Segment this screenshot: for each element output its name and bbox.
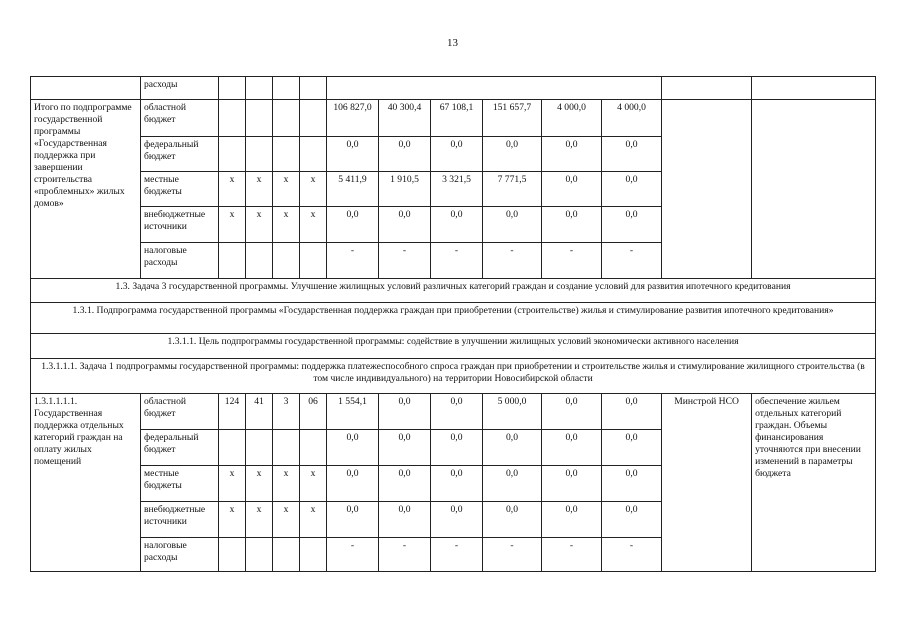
code-cell: x xyxy=(300,207,327,243)
value-cell: 0,0 xyxy=(379,466,431,502)
code-cell: 06 xyxy=(300,394,327,430)
value-cell: 106 827,0 xyxy=(327,100,379,137)
value-cell: - xyxy=(327,243,379,279)
value-cell: 3 321,5 xyxy=(431,172,483,207)
result-cell: обеспечение жильем отдельных категорий граждан. Объемы финансирования уточняются при внесении изменений в параметры бюджета xyxy=(752,394,876,572)
value-cell: 0,0 xyxy=(542,466,602,502)
value-cell: - xyxy=(542,538,602,572)
table-row xyxy=(31,77,876,100)
value-cell: - xyxy=(483,538,542,572)
value-cell: 0,0 xyxy=(327,502,379,538)
value-cell: 0,0 xyxy=(379,502,431,538)
section-heading: 1.3.1. Подпрограмма государственной программы «Государственная поддержка граждан при приобретении (строительстве) жилья и стимулирование развития ипотечного кредитования» xyxy=(31,303,876,334)
code-cell: x xyxy=(246,172,273,207)
value-cell: 0,0 xyxy=(483,207,542,243)
value-cell: 40 300,4 xyxy=(379,100,431,137)
funding-source: налоговые расходы xyxy=(141,243,219,279)
value-cell: - xyxy=(327,538,379,572)
value-cell: 0,0 xyxy=(483,430,542,466)
code-cell: x xyxy=(273,207,300,243)
value-cell: 0,0 xyxy=(379,394,431,430)
funding-source: внебюджетные источники xyxy=(141,502,219,538)
funding-source: внебюджетные источники xyxy=(141,207,219,243)
value-cell: 0,0 xyxy=(542,207,602,243)
code-cell: x xyxy=(219,466,246,502)
code-cell: x xyxy=(273,172,300,207)
value-cell: 0,0 xyxy=(327,430,379,466)
value-cell: 0,0 xyxy=(602,172,662,207)
code-cell: x xyxy=(246,502,273,538)
value-cell: 151 657,7 xyxy=(483,100,542,137)
code-cell: x xyxy=(219,207,246,243)
value-cell: - xyxy=(483,243,542,279)
value-cell: 0,0 xyxy=(431,466,483,502)
code-cell: 3 xyxy=(273,394,300,430)
code-cell xyxy=(300,137,327,172)
value-cell: 0,0 xyxy=(327,207,379,243)
value-cell: 0,0 xyxy=(602,502,662,538)
value-cell: 67 108,1 xyxy=(431,100,483,137)
value-cell xyxy=(327,77,662,100)
code-cell xyxy=(246,77,273,100)
value-cell: 0,0 xyxy=(602,137,662,172)
value-cell: 5 000,0 xyxy=(483,394,542,430)
funding-source: налоговые расходы xyxy=(141,538,219,572)
code-cell: x xyxy=(273,502,300,538)
value-cell: 4 000,0 xyxy=(602,100,662,137)
code-cell xyxy=(273,243,300,279)
code-cell xyxy=(246,430,273,466)
value-cell: - xyxy=(542,243,602,279)
code-cell xyxy=(300,77,327,100)
funding-source: областной бюджет xyxy=(141,100,219,137)
funding-source: расходы xyxy=(141,77,219,100)
executor-cell: Минстрой НСО xyxy=(662,394,752,572)
code-cell xyxy=(300,243,327,279)
value-cell: - xyxy=(379,243,431,279)
code-cell xyxy=(219,243,246,279)
page-number: 13 xyxy=(447,37,458,49)
value-cell: 0,0 xyxy=(379,207,431,243)
value-cell: - xyxy=(431,538,483,572)
result-cell xyxy=(752,77,876,100)
code-cell xyxy=(219,100,246,137)
value-cell: 0,0 xyxy=(483,466,542,502)
code-cell xyxy=(273,100,300,137)
code-cell xyxy=(246,137,273,172)
code-cell xyxy=(273,137,300,172)
value-cell: 0,0 xyxy=(602,430,662,466)
section-heading: 1.3. Задача 3 государственной программы. Улучшение жилищных условий различных категорий граждан и создание условий для развития ипотечного кредитования xyxy=(31,279,876,303)
code-cell: x xyxy=(219,502,246,538)
value-cell: - xyxy=(379,538,431,572)
funding-source: местные бюджеты xyxy=(141,466,219,502)
value-cell: 0,0 xyxy=(327,466,379,502)
value-cell: 7 771,5 xyxy=(483,172,542,207)
value-cell: - xyxy=(602,243,662,279)
code-cell xyxy=(219,137,246,172)
code-cell: x xyxy=(246,207,273,243)
value-cell: 0,0 xyxy=(327,137,379,172)
code-cell xyxy=(246,100,273,137)
table-row xyxy=(31,279,876,303)
value-cell: 0,0 xyxy=(431,430,483,466)
value-cell: 4 000,0 xyxy=(542,100,602,137)
funding-source: федеральный бюджет xyxy=(141,430,219,466)
table-row xyxy=(31,334,876,359)
code-cell xyxy=(246,243,273,279)
program-table xyxy=(30,76,876,572)
code-cell xyxy=(219,538,246,572)
code-cell xyxy=(219,430,246,466)
value-cell: 5 411,9 xyxy=(327,172,379,207)
code-cell xyxy=(300,538,327,572)
value-cell: 0,0 xyxy=(542,394,602,430)
code-cell: x xyxy=(300,172,327,207)
value-cell: 0,0 xyxy=(379,137,431,172)
row-label: 1.3.1.1.1.1. Государственная поддержка отдельных категорий граждан на оплату жилых помещений xyxy=(31,394,141,572)
executor-cell xyxy=(662,77,752,100)
code-cell xyxy=(273,538,300,572)
code-cell xyxy=(246,538,273,572)
value-cell: 0,0 xyxy=(483,137,542,172)
funding-source: федеральный бюджет xyxy=(141,137,219,172)
row-label xyxy=(31,77,141,100)
code-cell: 41 xyxy=(246,394,273,430)
value-cell: 0,0 xyxy=(602,394,662,430)
code-cell xyxy=(300,430,327,466)
value-cell: 0,0 xyxy=(431,207,483,243)
code-cell: x xyxy=(219,172,246,207)
funding-source: местные бюджеты xyxy=(141,172,219,207)
value-cell: - xyxy=(602,538,662,572)
code-cell: x xyxy=(246,466,273,502)
code-cell xyxy=(300,100,327,137)
code-cell: 124 xyxy=(219,394,246,430)
value-cell: 0,0 xyxy=(542,137,602,172)
row-label: Итого по подпрограмме государственной программы «Государственная поддержка при завершении строительства «проблемных» жилых домов» xyxy=(31,100,141,279)
value-cell: 0,0 xyxy=(542,430,602,466)
executor-cell xyxy=(662,100,752,279)
table-row xyxy=(31,359,876,394)
funding-source: областной бюджет xyxy=(141,394,219,430)
code-cell: x xyxy=(273,466,300,502)
value-cell: 0,0 xyxy=(431,137,483,172)
value-cell: 1 554,1 xyxy=(327,394,379,430)
value-cell: 0,0 xyxy=(602,207,662,243)
code-cell xyxy=(273,77,300,100)
value-cell: - xyxy=(431,243,483,279)
table-row xyxy=(31,100,876,137)
value-cell: 0,0 xyxy=(483,502,542,538)
code-cell xyxy=(273,430,300,466)
value-cell: 0,0 xyxy=(431,394,483,430)
table-row xyxy=(31,394,876,430)
code-cell xyxy=(219,77,246,100)
value-cell: 0,0 xyxy=(602,466,662,502)
value-cell: 0,0 xyxy=(379,430,431,466)
value-cell: 0,0 xyxy=(431,502,483,538)
code-cell: x xyxy=(300,502,327,538)
value-cell: 0,0 xyxy=(542,502,602,538)
section-heading: 1.3.1.1. Цель подпрограммы государственной программы: содействие в улучшении жилищных условий экономически активного населения xyxy=(31,334,876,359)
section-heading: 1.3.1.1.1. Задача 1 подпрограммы государственной программы: поддержка платежеспособного спроса граждан при приобретении и строительстве жилья и стимулирование жилищного строительства (в том числе индивидуального) на территории Новосибирской области xyxy=(31,359,876,394)
value-cell: 1 910,5 xyxy=(379,172,431,207)
value-cell: 0,0 xyxy=(542,172,602,207)
code-cell: x xyxy=(300,466,327,502)
table-row xyxy=(31,303,876,334)
result-cell xyxy=(752,100,876,279)
